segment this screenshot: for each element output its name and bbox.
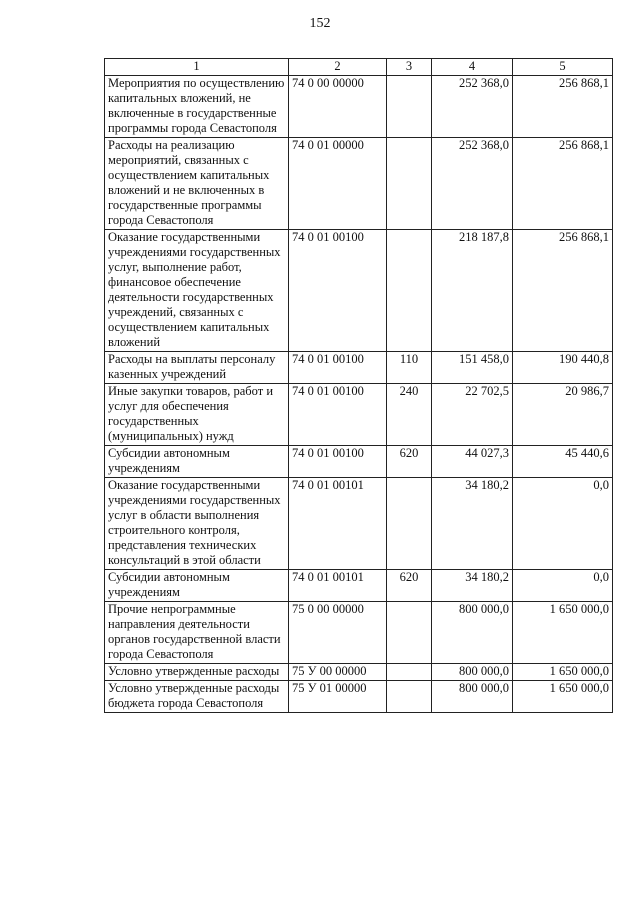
row-type bbox=[387, 602, 432, 664]
row-value-col4: 800 000,0 bbox=[432, 602, 513, 664]
row-type bbox=[387, 230, 432, 352]
row-name: Прочие непрограммные направления деятельности органов государственной власти города Севастополя bbox=[105, 602, 289, 664]
row-type: 110 bbox=[387, 352, 432, 384]
header-col-1: 1 bbox=[105, 59, 289, 76]
row-value-col4: 252 368,0 bbox=[432, 138, 513, 230]
row-value-col4: 34 180,2 bbox=[432, 478, 513, 570]
row-code: 74 0 00 00000 bbox=[289, 76, 387, 138]
row-value-col5: 1 650 000,0 bbox=[513, 664, 613, 681]
table-header-row bbox=[105, 59, 613, 76]
header-col-4: 4 bbox=[432, 59, 513, 76]
row-value-col4: 34 180,2 bbox=[432, 570, 513, 602]
row-code: 74 0 01 00100 bbox=[289, 352, 387, 384]
row-value-col4: 800 000,0 bbox=[432, 664, 513, 681]
row-value-col5: 0,0 bbox=[513, 570, 613, 602]
table-row bbox=[105, 602, 613, 664]
table-row bbox=[105, 76, 613, 138]
table-row bbox=[105, 664, 613, 681]
row-value-col4: 151 458,0 bbox=[432, 352, 513, 384]
row-type bbox=[387, 76, 432, 138]
page-number: 152 bbox=[309, 16, 331, 31]
header-col-2: 2 bbox=[289, 59, 387, 76]
budget-table bbox=[104, 58, 613, 713]
row-value-col5: 20 986,7 bbox=[513, 384, 613, 446]
row-code: 75 0 00 00000 bbox=[289, 602, 387, 664]
row-value-col5: 0,0 bbox=[513, 478, 613, 570]
row-type bbox=[387, 478, 432, 570]
row-value-col5: 1 650 000,0 bbox=[513, 681, 613, 713]
table-row bbox=[105, 446, 613, 478]
table-row bbox=[105, 384, 613, 446]
row-value-col4: 22 702,5 bbox=[432, 384, 513, 446]
row-name: Оказание государственными учреждениями государственных услуг, выполнение работ, финансовое обеспечение деятельности государственных учреждений, связанных с осуществлением капитальных вложений bbox=[105, 230, 289, 352]
row-code: 74 0 01 00101 bbox=[289, 478, 387, 570]
row-name: Субсидии автономным учреждениям bbox=[105, 446, 289, 478]
row-code: 74 0 01 00101 bbox=[289, 570, 387, 602]
row-value-col4: 252 368,0 bbox=[432, 76, 513, 138]
table-row bbox=[105, 681, 613, 713]
row-name: Мероприятия по осуществлению капитальных вложений, не включенные в государственные программы города Севастополя bbox=[105, 76, 289, 138]
row-type: 620 bbox=[387, 446, 432, 478]
row-value-col5: 256 868,1 bbox=[513, 76, 613, 138]
table-row bbox=[105, 478, 613, 570]
row-type bbox=[387, 681, 432, 713]
row-code: 75 У 01 00000 bbox=[289, 681, 387, 713]
row-type bbox=[387, 138, 432, 230]
row-value-col5: 190 440,8 bbox=[513, 352, 613, 384]
header-col-5: 5 bbox=[513, 59, 613, 76]
row-name: Оказание государственными учреждениями государственных услуг в области выполнения строительного контроля, представления технических консультаций в этой области bbox=[105, 478, 289, 570]
row-name: Условно утвержденные расходы бюджета города Севастополя bbox=[105, 681, 289, 713]
row-value-col4: 800 000,0 bbox=[432, 681, 513, 713]
table-row bbox=[105, 352, 613, 384]
row-code: 74 0 01 00100 bbox=[289, 230, 387, 352]
row-code: 74 0 01 00100 bbox=[289, 446, 387, 478]
row-name: Расходы на реализацию мероприятий, связанных с осуществлением капитальных вложений и не включенных в государственные программы города Севастополя bbox=[105, 138, 289, 230]
row-value-col4: 44 027,3 bbox=[432, 446, 513, 478]
row-type bbox=[387, 664, 432, 681]
row-value-col5: 256 868,1 bbox=[513, 138, 613, 230]
row-name: Иные закупки товаров, работ и услуг для обеспечения государственных (муниципальных) нужд bbox=[105, 384, 289, 446]
row-value-col5: 45 440,6 bbox=[513, 446, 613, 478]
row-value-col5: 1 650 000,0 bbox=[513, 602, 613, 664]
row-type: 620 bbox=[387, 570, 432, 602]
row-code: 75 У 00 00000 bbox=[289, 664, 387, 681]
row-type: 240 bbox=[387, 384, 432, 446]
table-row bbox=[105, 570, 613, 602]
row-name: Расходы на выплаты персоналу казенных учреждений bbox=[105, 352, 289, 384]
row-code: 74 0 01 00100 bbox=[289, 384, 387, 446]
row-name: Субсидии автономным учреждениям bbox=[105, 570, 289, 602]
row-name: Условно утвержденные расходы bbox=[105, 664, 289, 681]
row-value-col4: 218 187,8 bbox=[432, 230, 513, 352]
table-row bbox=[105, 138, 613, 230]
header-col-3: 3 bbox=[387, 59, 432, 76]
row-code: 74 0 01 00000 bbox=[289, 138, 387, 230]
table-row bbox=[105, 230, 613, 352]
row-value-col5: 256 868,1 bbox=[513, 230, 613, 352]
